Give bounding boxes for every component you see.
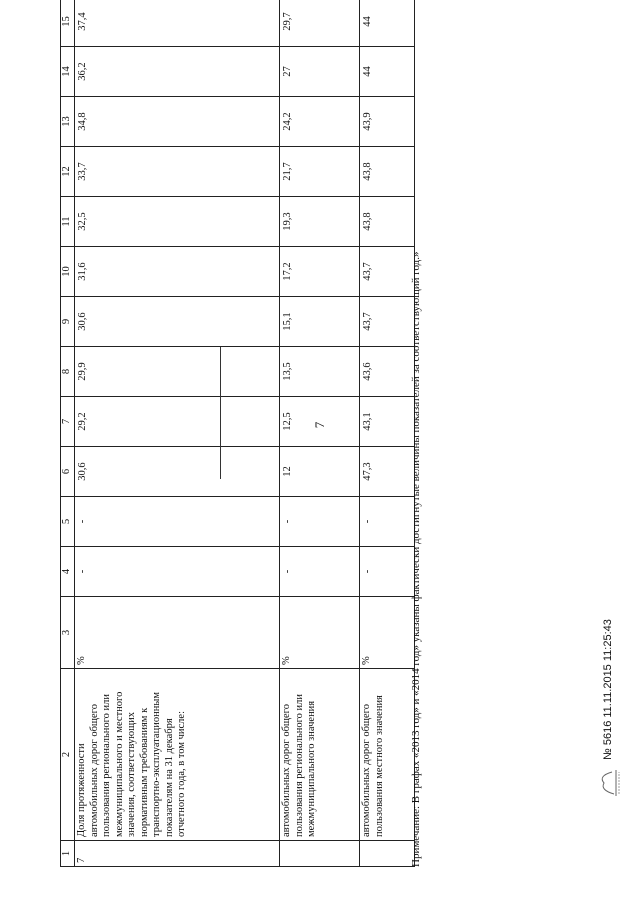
row-number	[360, 841, 415, 867]
separator-line	[220, 347, 221, 479]
rotated-page-content	[60, 12, 425, 867]
value-cell: 44	[360, 0, 415, 47]
table-row	[280, 0, 360, 867]
row-number: 7	[75, 841, 280, 867]
value-cell: 43,8	[360, 197, 415, 247]
table-note: Примечание: В графах «2013 год» и «2014 год» указаны фактически достигнутые величины показателей за соответствующий год.»	[410, 251, 422, 867]
value-cell: 43,6	[360, 347, 415, 397]
column-number: 7	[61, 397, 75, 447]
column-number: 15	[61, 0, 75, 47]
column-number: 4	[61, 547, 75, 597]
column-number: 11	[61, 197, 75, 247]
stamp-logo-icon	[594, 766, 622, 800]
table-row	[360, 0, 415, 867]
value-cell: -	[360, 497, 415, 547]
unit-cell: %	[280, 597, 360, 669]
table-row	[75, 0, 280, 867]
value-cell: -	[75, 547, 280, 597]
value-cell: 30,6	[75, 447, 280, 497]
value-cell: 19,3	[280, 197, 360, 247]
value-cell: 21,7	[280, 147, 360, 197]
value-cell: 47,3	[360, 447, 415, 497]
header-row	[61, 0, 75, 867]
value-cell: 12	[280, 447, 360, 497]
value-cell: 13,5	[280, 347, 360, 397]
value-cell: 36,2	[75, 47, 280, 97]
value-cell: 37,4	[75, 0, 280, 47]
unit-cell: %	[75, 597, 280, 669]
value-cell: 24,2	[280, 97, 360, 147]
document-number: № 5616 11.11.2015 11:25:43	[602, 619, 614, 760]
value-cell: 29,7	[280, 0, 360, 47]
value-cell: 15,1	[280, 297, 360, 347]
unit-cell: %	[360, 597, 415, 669]
value-cell: 31,6	[75, 247, 280, 297]
value-cell: 34,8	[75, 97, 280, 147]
row-number	[280, 841, 360, 867]
value-cell: -	[280, 547, 360, 597]
value-cell: 44	[360, 47, 415, 97]
column-number: 9	[61, 297, 75, 347]
column-number: 10	[61, 247, 75, 297]
value-cell: 30,6	[75, 297, 280, 347]
value-cell: 33,7	[75, 147, 280, 197]
value-cell: -	[360, 547, 415, 597]
column-number: 6	[61, 447, 75, 497]
indicator-description: автомобильных дорог общего пользования местного значения	[360, 669, 415, 841]
value-cell: 12,5	[280, 397, 360, 447]
column-number: 12	[61, 147, 75, 197]
value-cell: 32,5	[75, 197, 280, 247]
column-number: 3	[61, 597, 75, 669]
value-cell: 43,1	[360, 397, 415, 447]
value-cell: 29,2	[75, 397, 280, 447]
indicator-description: Доля протяженности автомобильных дорог общего пользования регионального или межмуниципального и местного значения, соответствующих нормативным требованиям к транспортно-эксплуатационным показателям на 31 декабря отчетного года, в том числе:	[75, 669, 280, 841]
value-cell: 17,2	[280, 247, 360, 297]
column-number: 13	[61, 97, 75, 147]
column-number: 2	[61, 669, 75, 841]
indicators-table	[60, 0, 415, 867]
indicator-description: автомобильных дорог общего пользования регионального или межмуниципального значения	[280, 669, 360, 841]
value-cell: -	[75, 497, 280, 547]
value-cell: 43,7	[360, 297, 415, 347]
registration-footer	[594, 620, 624, 800]
column-number: 1	[61, 841, 75, 867]
value-cell: 43,7	[360, 247, 415, 297]
page-number: 7	[312, 421, 327, 429]
column-number: 5	[61, 497, 75, 547]
value-cell: 29,9	[75, 347, 280, 397]
value-cell: 43,9	[360, 97, 415, 147]
column-number: 8	[61, 347, 75, 397]
value-cell: 43,8	[360, 147, 415, 197]
column-number: 14	[61, 47, 75, 97]
value-cell: -	[280, 497, 360, 547]
value-cell: 27	[280, 47, 360, 97]
